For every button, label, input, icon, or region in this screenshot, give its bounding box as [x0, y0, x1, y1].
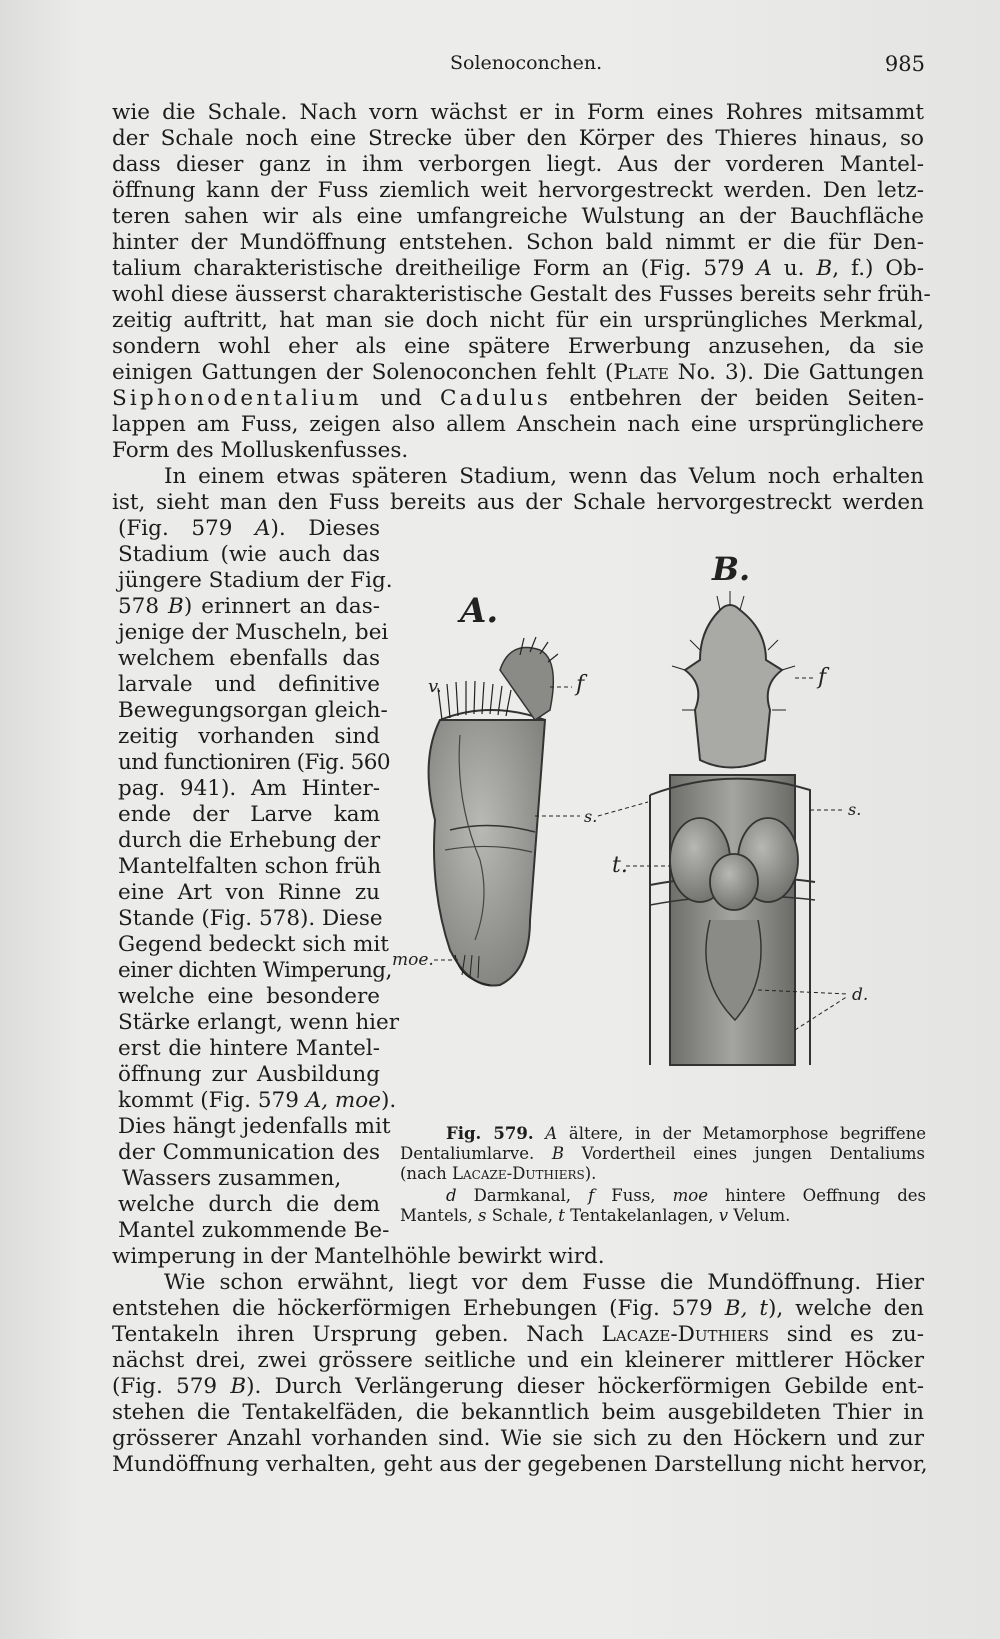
text-line: In einem etwas späteren Stadium, wenn das Velum noch erhalten — [164, 464, 924, 489]
text-line: entstehen die höckerförmigen Erhebungen (Fig. 579 B, t), welche den — [112, 1296, 925, 1321]
caption-line: (nach Lacaze-Duthiers). — [400, 1164, 597, 1183]
text-line: Form des Molluskenfusses. — [112, 438, 409, 463]
larva-a-drawing — [429, 637, 558, 986]
caption-line: Dentaliumlarve. B Vordertheil eines jungen Dentaliums — [400, 1144, 925, 1163]
label-t: t. — [612, 853, 628, 878]
text-line: welche durch die dem — [118, 1192, 380, 1217]
text-line: (Fig. 579 A). Dieses — [118, 516, 380, 541]
figure-label-b: B. — [712, 550, 751, 588]
text-line: Stande (Fig. 578). Diese — [118, 906, 383, 931]
text-line: ende der Larve kam — [118, 802, 380, 827]
text-line: (Fig. 579 B). Durch Verlängerung dieser höckerförmigen Gebilde ent- — [112, 1374, 924, 1399]
caption-line: d Darmkanal, f Fuss, moe hintere Oeffnung des — [446, 1186, 926, 1205]
text-line: jüngere Stadium der Fig. — [118, 568, 393, 593]
text-line: wie die Schale. Nach vorn wächst er in Form eines Rohres mitsammt — [112, 100, 924, 125]
text-line: Gegend bedeckt sich mit — [118, 932, 389, 957]
text-line: dass dieser ganz in ihm verborgen liegt. Aus der vorderen Mantel- — [112, 152, 924, 177]
text-line: zeitig vorhanden sind — [118, 724, 380, 749]
text-line: erst die hintere Mantel- — [118, 1036, 380, 1061]
running-head — [110, 52, 925, 82]
text-line: öffnung kann der Fuss ziemlich weit hervorgestreckt werden. Den letz- — [112, 178, 924, 203]
text-line: talium charakteristische dreitheilige Form an (Fig. 579 A u. B, f.) Ob- — [112, 256, 925, 281]
text-line: welche eine besondere — [118, 984, 380, 1009]
text-line: nächst drei, zwei grössere seitliche und ein kleinerer mittlerer Höcker — [112, 1348, 924, 1373]
text-line: sondern wohl eher als eine spätere Erwerbung anzusehen, da sie — [112, 334, 924, 359]
text-line: wimperung in der Mantelhöhle bewirkt wird. — [112, 1244, 605, 1269]
caption-line: Fig. 579. A ältere, in der Metamorphose begriffene — [446, 1124, 926, 1143]
label-d: d. — [852, 985, 869, 1005]
text-line: lappen am Fuss, zeigen also allem Anschein nach eine ursprünglichere — [112, 412, 924, 437]
text-line: Mantel zukommende Be- — [118, 1218, 390, 1243]
text-line: Wassers zusammen, — [122, 1166, 342, 1191]
text-line: stehen die Tentakelfäden, die bekanntlich beim ausgebildeten Thier in — [112, 1400, 924, 1425]
label-f-a: f — [576, 672, 585, 697]
text-line: jenige der Muscheln, bei — [118, 620, 389, 645]
dentalium-b-drawing — [650, 591, 815, 1065]
text-line: welchem ebenfalls das — [118, 646, 380, 671]
text-line: Tentakeln ihren Ursprung geben. Nach Lacaze-Duthiers sind es zu- — [112, 1322, 924, 1347]
text-line: pag. 941). Am Hinter- — [118, 776, 380, 801]
label-moe: moe. — [392, 950, 434, 970]
text-line: hinter der Mundöffnung entstehen. Schon bald nimmt er die für Den- — [112, 230, 924, 255]
label-f-b: f — [818, 665, 827, 690]
text-line: und functioniren (Fig. 560 — [118, 750, 390, 775]
caption-line: Mantels, s Schale, t Tentakelanlagen, v Velum. — [400, 1206, 791, 1225]
figure-579 — [392, 550, 930, 1110]
text-line: kommt (Fig. 579 A, moe). — [118, 1088, 397, 1113]
text-line: Dies hängt jedenfalls mit — [118, 1114, 391, 1139]
text-line: Wie schon erwähnt, liegt vor dem Fusse die Mundöffnung. Hier — [164, 1270, 924, 1295]
text-line: Siphonodentalium und Cadulus entbehren der beiden Seiten- — [112, 386, 924, 411]
text-line: Mundöffnung verhalten, geht aus der gegebenen Darstellung nicht hervor, — [112, 1452, 928, 1477]
text-line: zeitig auftritt, hat man sie doch nicht für ein ursprüngliches Merkmal, — [112, 308, 924, 333]
text-line: einigen Gattungen der Solenoconchen fehlt (Plate No. 3). Die Gattungen — [112, 360, 925, 385]
figure-label-a: A. — [460, 591, 499, 631]
text-line: grösserer Anzahl vorhanden sind. Wie sie sich zu den Höckern und zur — [112, 1426, 924, 1451]
text-line: Stärke erlangt, wenn hier — [118, 1010, 400, 1035]
text-line: wohl diese äusserst charakteristische Gestalt des Fusses bereits sehr früh- — [112, 282, 931, 307]
text-line: Bewegungsorgan gleich- — [118, 698, 388, 723]
page-number: 985 — [884, 52, 925, 76]
text-line: larvale und definitive — [118, 672, 380, 697]
text-line: 578 B) erinnert an das- — [118, 594, 380, 619]
label-v: v. — [428, 676, 442, 697]
text-line: der Schale noch eine Strecke über den Körper des Thieres hinaus, so — [112, 126, 924, 151]
text-line: teren sahen wir als eine umfangreiche Wulstung an der Bauchfläche — [112, 204, 924, 229]
text-line: Mantelfalten schon früh — [118, 854, 382, 879]
text-line: eine Art von Rinne zu — [118, 880, 380, 905]
running-title: Solenoconchen. — [450, 52, 603, 74]
label-s-b: s. — [848, 800, 862, 819]
text-line: der Communication des — [118, 1140, 380, 1165]
label-s-a: s. — [584, 807, 598, 826]
text-line: ist, sieht man den Fuss bereits aus der Schale hervorgestreckt werden — [112, 490, 924, 515]
text-line: durch die Erhebung der — [118, 828, 381, 853]
text-line: öffnung zur Ausbildung — [118, 1062, 380, 1087]
text-line: Stadium (wie auch das — [118, 542, 380, 567]
text-line: einer dichten Wimperung, — [118, 958, 392, 983]
figure-illustration — [392, 550, 930, 1110]
